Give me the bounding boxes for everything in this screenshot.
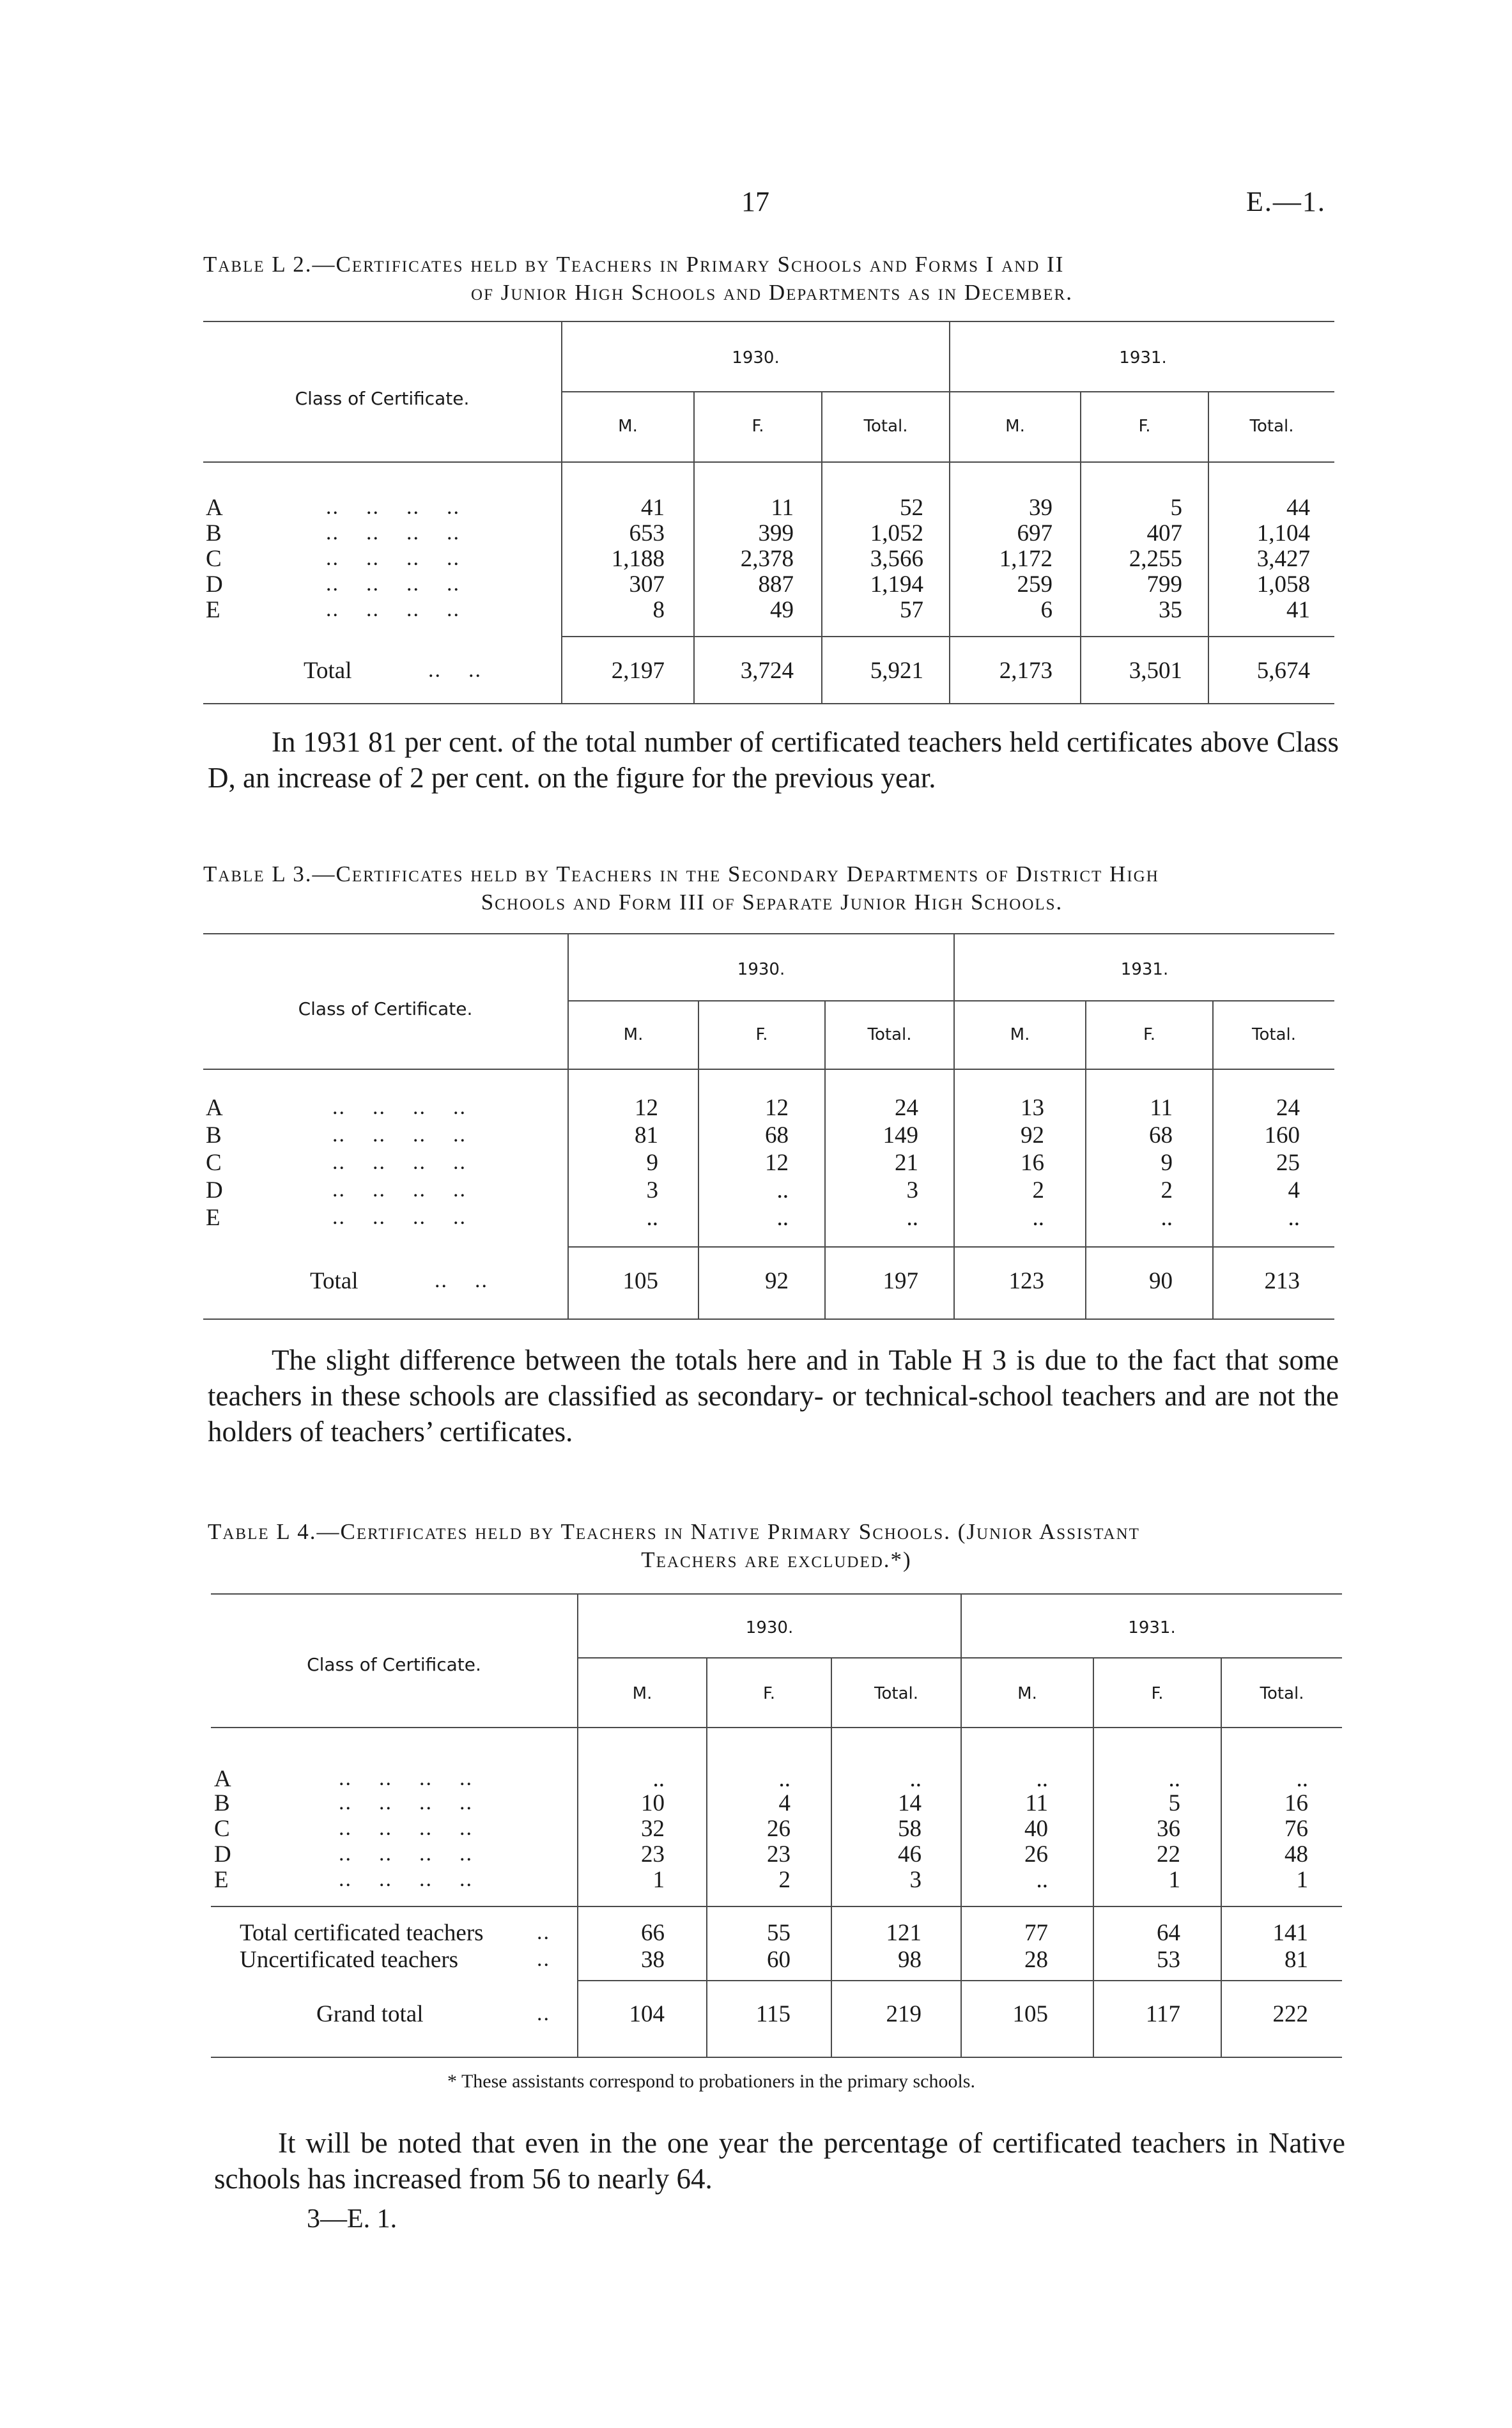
year-1930-header: 1930.: [737, 960, 785, 979]
total-cell: 5,921: [870, 658, 923, 684]
row-label: A: [206, 1095, 223, 1121]
cell: ..: [1288, 1205, 1300, 1231]
year-1931-header: 1931.: [1119, 348, 1167, 367]
cell: 1: [1168, 1867, 1180, 1893]
cell: 11: [1025, 1790, 1048, 1816]
table-l2-caption-line1: Table L 2.—Certificates held by Teachers in Primary Schools and Forms I and II: [203, 252, 1065, 277]
grand-total-cell: 117: [1145, 2001, 1180, 2027]
cell: 407: [1146, 520, 1182, 546]
grand-total-cell: 104: [629, 2001, 665, 2027]
row-label: C: [214, 1816, 230, 1842]
col-header: M.: [618, 417, 638, 436]
col-header: F.: [755, 1025, 768, 1044]
page-number: 17: [741, 186, 769, 217]
cell: 11: [771, 495, 794, 521]
cell: 2: [1161, 1177, 1173, 1203]
table-l3-caption-line1: Table L 3.—Certificates held by Teachers in the Secondary Departments of District High: [203, 862, 1159, 886]
cell: 13: [1021, 1095, 1044, 1121]
cell: ..: [1036, 1766, 1048, 1792]
cell: 66: [641, 1920, 665, 1946]
cell: 3,427: [1256, 546, 1310, 572]
cell: 32: [641, 1816, 665, 1842]
grand-total-cell: 219: [886, 2001, 922, 2027]
cell: ..: [1036, 1867, 1048, 1893]
row-label: C: [206, 1150, 222, 1176]
total-cell: 2,173: [999, 658, 1053, 684]
row-label: A: [214, 1766, 231, 1792]
cell: ..: [776, 1177, 789, 1203]
cell: 39: [1029, 495, 1053, 521]
cell: 35: [1159, 597, 1182, 623]
col-header: F.: [1143, 1025, 1156, 1044]
total-cell: 3,724: [740, 658, 794, 684]
col-header: F.: [1138, 417, 1151, 436]
cell: 21: [895, 1150, 918, 1176]
cell: ..: [1296, 1766, 1308, 1792]
table-l4-caption-line2: Teachers are excluded.*): [641, 1547, 912, 1572]
cell: 1,194: [870, 571, 923, 598]
cell: 1,104: [1256, 520, 1310, 546]
cell: 68: [765, 1122, 789, 1148]
row-label: B: [206, 1122, 222, 1148]
cell: 24: [895, 1095, 918, 1121]
total-cell: 92: [765, 1268, 789, 1294]
table-l3-caption-line2: Schools and Form III of Separate Junior High Schools.: [481, 890, 1063, 915]
col-header: Total.: [874, 1684, 918, 1703]
paragraph-3-text: It will be noted that even in the one year the percentage of certificated teachers in Native schools has increased from 56 to nearly 64.: [214, 2127, 1345, 2195]
cell: 58: [898, 1816, 922, 1842]
cell: ..: [1161, 1205, 1173, 1231]
col-header: Total.: [1260, 1684, 1304, 1703]
cell: 307: [629, 571, 665, 598]
cell: 2,255: [1129, 546, 1182, 572]
row-label: B: [206, 520, 222, 546]
cell: 9: [646, 1150, 658, 1176]
row-label: E: [214, 1867, 229, 1893]
cell: 41: [1286, 597, 1310, 623]
cell: 141: [1272, 1920, 1308, 1946]
cell: 11: [1150, 1095, 1173, 1121]
cell: 6: [1040, 597, 1053, 623]
cell: 24: [1276, 1095, 1300, 1121]
grand-total-label: Grand total: [316, 2001, 424, 2027]
cell: 4: [778, 1790, 791, 1816]
table-l4-footnote: * These assistants correspond to probationers in the primary schools.: [447, 2071, 975, 2092]
paragraph-3: [214, 2125, 1345, 2197]
year-1930-header: 1930.: [732, 348, 780, 367]
table-l4-caption-line1: Table L 4.—Certificates held by Teachers in Native Primary Schools. (Junior Assistant: [208, 1519, 1140, 1544]
cell: 3: [646, 1177, 658, 1203]
col-header: M.: [632, 1684, 652, 1703]
cell: 1,052: [870, 520, 923, 546]
cell: 40: [1024, 1816, 1048, 1842]
cell: 12: [765, 1095, 789, 1121]
cell: 76: [1284, 1816, 1308, 1842]
cell: 4: [1288, 1177, 1300, 1203]
total-cell: 123: [1008, 1268, 1044, 1294]
cell: ..: [778, 1766, 791, 1792]
cell: 2: [778, 1867, 791, 1893]
cell: 121: [886, 1920, 922, 1946]
cell: 8: [652, 597, 665, 623]
page-reference: E.—1.: [1246, 186, 1326, 217]
cell: 9: [1161, 1150, 1173, 1176]
table-l3-caption: [203, 860, 1341, 916]
paragraph-1: [208, 724, 1339, 796]
table-l2-caption-line2: of Junior High Schools and Departments as in December.: [471, 280, 1073, 305]
cell: 48: [1284, 1841, 1308, 1867]
cell: 25: [1276, 1150, 1300, 1176]
cell: 98: [898, 1947, 922, 1973]
cell: 81: [1284, 1947, 1308, 1973]
year-1931-header: 1931.: [1120, 960, 1169, 979]
row-label: A: [206, 495, 223, 521]
cell: 149: [883, 1122, 918, 1148]
col-header: M.: [1017, 1684, 1037, 1703]
cell: 53: [1157, 1947, 1180, 1973]
row-label: D: [206, 571, 223, 598]
cell: 64: [1157, 1920, 1180, 1946]
cell: 22: [1157, 1841, 1180, 1867]
cell: 28: [1024, 1947, 1048, 1973]
row-label: E: [206, 597, 220, 623]
row-label: D: [206, 1177, 223, 1203]
total-label: Total: [310, 1268, 359, 1294]
cell: 14: [898, 1790, 922, 1816]
cell: 3: [906, 1177, 918, 1203]
cell: 1,058: [1256, 571, 1310, 598]
total-cell: 197: [883, 1268, 918, 1294]
cell: 92: [1021, 1122, 1044, 1148]
paragraph-2-text: The slight difference between the totals here and in Table H 3 is due to the fact that some teachers in these schools are classified as secondary- or technical-school teachers and are not the holders of teachers’ certificates.: [208, 1344, 1339, 1448]
grand-total-cell: 115: [755, 2001, 791, 2027]
cell: 16: [1284, 1790, 1308, 1816]
table-l2-caption: [203, 251, 1341, 307]
cell: 57: [900, 597, 923, 623]
row-label: E: [206, 1205, 220, 1231]
cell: 653: [629, 520, 665, 546]
total-certificated-label: Total certificated teachers: [240, 1920, 484, 1946]
grand-total-cell: 105: [1012, 2001, 1048, 2027]
total-cell: 105: [622, 1268, 658, 1294]
cell: 1,188: [611, 546, 665, 572]
col-header: F.: [752, 417, 764, 436]
cell: ..: [776, 1205, 789, 1231]
cell: 2: [1032, 1177, 1044, 1203]
cell: 23: [641, 1841, 665, 1867]
cell: 52: [900, 495, 923, 521]
row-label: D: [214, 1841, 231, 1867]
cell: ..: [906, 1205, 918, 1231]
cell: ..: [652, 1766, 665, 1792]
total-cell: 5,674: [1256, 658, 1310, 684]
grand-total-cell: 222: [1272, 2001, 1308, 2027]
cell: 3: [909, 1867, 922, 1893]
year-1930-header: 1930.: [745, 1618, 794, 1637]
cell: 1: [1296, 1867, 1308, 1893]
class-of-certificate-header: Class of Certificate.: [295, 388, 470, 409]
cell: 77: [1024, 1920, 1048, 1946]
col-header: M.: [1010, 1025, 1030, 1044]
cell: 46: [898, 1841, 922, 1867]
cell: 16: [1021, 1150, 1044, 1176]
col-header: Total.: [867, 1025, 912, 1044]
row-label: B: [214, 1790, 230, 1816]
cell: 41: [641, 495, 665, 521]
cell: 12: [765, 1150, 789, 1176]
cell: 23: [767, 1841, 791, 1867]
cell: 12: [635, 1095, 658, 1121]
col-header: Total.: [863, 417, 908, 436]
cell: 26: [767, 1816, 791, 1842]
cell: 1: [652, 1867, 665, 1893]
paragraph-2: [208, 1342, 1339, 1450]
cell: 2,378: [740, 546, 794, 572]
row-label: C: [206, 546, 222, 572]
class-of-certificate-header: Class of Certificate.: [298, 998, 473, 1019]
uncertificated-label: Uncertificated teachers: [240, 1947, 459, 1973]
cell: 5: [1170, 495, 1182, 521]
cell: ..: [1032, 1205, 1044, 1231]
col-header: F.: [762, 1684, 776, 1703]
total-cell: 2,197: [611, 658, 665, 684]
cell: 887: [758, 571, 794, 598]
col-header: Total.: [1252, 1025, 1296, 1044]
cell: 49: [770, 597, 794, 623]
col-header: M.: [623, 1025, 644, 1044]
cell: 36: [1157, 1816, 1180, 1842]
cell: 799: [1146, 571, 1182, 598]
paragraph-1-text: In 1931 81 per cent. of the total number of certificated teachers held certificates above Class D, an increase of 2 per cent. on the figure for the previous year.: [208, 726, 1339, 794]
cell: 259: [1017, 571, 1053, 598]
total-cell: 3,501: [1129, 658, 1182, 684]
cell: ..: [646, 1205, 658, 1231]
cell: 697: [1017, 520, 1053, 546]
table-l4-caption: [208, 1518, 1345, 1574]
cell: 399: [758, 520, 794, 546]
cell: 60: [767, 1947, 791, 1973]
total-cell: 213: [1264, 1268, 1300, 1294]
cell: 68: [1149, 1122, 1173, 1148]
class-of-certificate-header: Class of Certificate.: [307, 1654, 481, 1675]
cell: 38: [641, 1947, 665, 1973]
cell: 10: [641, 1790, 665, 1816]
cell: ..: [909, 1766, 922, 1792]
col-header: F.: [1151, 1684, 1164, 1703]
cell: 26: [1024, 1841, 1048, 1867]
col-header: Total.: [1249, 417, 1294, 436]
cell: 160: [1264, 1122, 1300, 1148]
cell: 81: [635, 1122, 658, 1148]
cell: 3,566: [870, 546, 923, 572]
page-footer-ref: 3—E. 1.: [307, 2204, 397, 2234]
year-1931-header: 1931.: [1128, 1618, 1176, 1637]
col-header: M.: [1005, 417, 1025, 436]
cell: 5: [1168, 1790, 1180, 1816]
cell: 1,172: [999, 546, 1053, 572]
cell: ..: [1168, 1766, 1180, 1792]
total-label: Total: [304, 658, 352, 684]
total-cell: 90: [1149, 1268, 1173, 1294]
cell: 55: [767, 1920, 791, 1946]
cell: 44: [1286, 495, 1310, 521]
